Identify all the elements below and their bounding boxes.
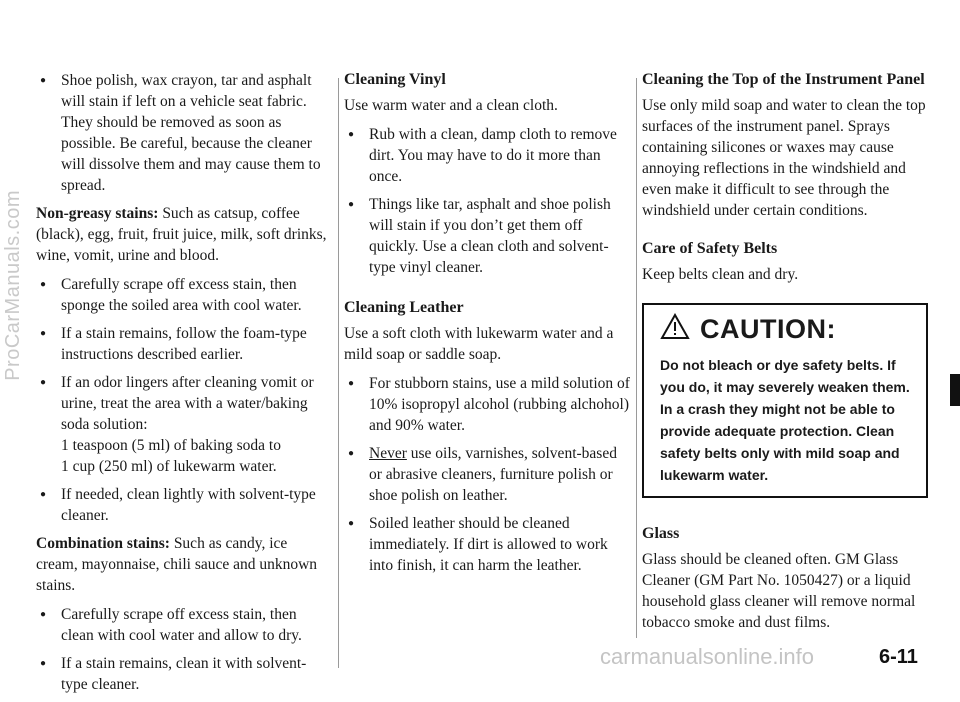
list-item: ● Things like tar, asphalt and shoe polish will stain if you don’t get them off quickly. Use a clean cloth and solvent-type vinyl cleaner. [344, 194, 630, 278]
glass-paragraph: Glass should be cleaned often. GM Glass Cleaner (GM Part No. 1050427) or a liquid household glass cleaner will remove normal tobacco smoke and dust films. [642, 551, 916, 631]
watermark-carmanualsonline: carmanualsonline.info [600, 644, 815, 669]
column-vinyl-leather [344, 70, 630, 583]
list-item: ● For stubborn stains, use a mild solution of 10% isopropyl alcohol (rubbing alchohol) and 90% water. [344, 373, 630, 436]
list-item: ● If an odor lingers after cleaning vomit or urine, treat the area with a water/baking soda solution: 1 teaspoon (5 ml) of baking soda to 1 cup (250 ml) of lukewarm water. [36, 372, 332, 477]
list-item: ● If needed, clean lightly with solvent-type cleaner. [36, 484, 332, 526]
panel-paragraph: Use only mild soap and water to clean the top surfaces of the instrument panel. Sprays containing silicones or waxes may cause annoying reflections in the windshield and even make it difficult to see through the windshield under certain conditions. [642, 97, 926, 219]
list-item: ● If a stain remains, follow the foam-type instructions described earlier. [36, 323, 332, 365]
list-item: ● Rub with a clean, damp cloth to remove dirt. You may have to do it more than once. [344, 124, 630, 187]
list-item: ● Carefully scrape off excess stain, then clean with cool water and allow to dry. [36, 604, 332, 646]
leather-intro: Use a soft cloth with lukewarm water and a mild soap or saddle soap. [344, 325, 614, 363]
caution-text: Do not bleach or dye safety belts. If you do, it may severely weaken them. In a crash they might not be able to provide adequate protection. Clean safety belts only with mild soap and lukewarm water. [660, 357, 910, 483]
column-stains [36, 70, 332, 702]
caution-box [642, 303, 928, 498]
column-divider-1 [338, 78, 339, 668]
combination-paragraph: Combination stains: Such as candy, ice cream, mayonnaise, chili sauce and unknown stains. [36, 535, 318, 594]
heading-cleaning-leather: Cleaning Leather [344, 299, 464, 316]
warning-triangle-icon [660, 313, 690, 346]
never-emphasis: Never [369, 445, 407, 462]
list-item: ● Shoe polish, wax crayon, tar and asphalt will stain if left on a vehicle seat fabric. They should be removed as soon as possible. Be careful, because the cleaner will dissolve them and may cause them to spread. [36, 70, 332, 196]
caution-title: CAUTION: [700, 314, 836, 344]
nongreasy-lead: Non-greasy stains: [36, 205, 159, 222]
list-item: ● Carefully scrape off excess stain, then sponge the soiled area with cool water. [36, 274, 332, 316]
heading-glass: Glass [642, 525, 680, 542]
vinyl-intro: Use warm water and a clean cloth. [344, 97, 558, 114]
heading-instrument-panel: Cleaning the Top of the Instrument Panel [642, 71, 925, 88]
list-item: ● Soiled leather should be cleaned immediately. If dirt is allowed to work into finish, it can harm the leather. [344, 513, 630, 576]
caution-header [660, 313, 914, 346]
watermark-procarmanuals: ProCarManuals.com [2, 190, 24, 381]
section-edge-tab [950, 374, 960, 406]
heading-cleaning-vinyl: Cleaning Vinyl [344, 71, 446, 88]
page-number: 6-11 [879, 646, 918, 668]
list-item: ● If a stain remains, clean it with solvent-type cleaner. [36, 653, 332, 695]
nongreasy-paragraph: Non-greasy stains: Such as catsup, coffee (black), egg, fruit, fruit juice, milk, soft drinks, wine, vomit, urine and blood. [36, 205, 327, 264]
combination-lead: Combination stains: [36, 535, 170, 552]
belts-paragraph: Keep belts clean and dry. [642, 266, 799, 283]
list-item: ● Never use oils, varnishes, solvent-based or abrasive cleaners, furniture polish or shoe polish on leather. [344, 443, 630, 506]
column-divider-2 [636, 78, 637, 638]
heading-safety-belts: Care of Safety Belts [642, 240, 778, 257]
column-panel-belts-glass [642, 70, 928, 641]
